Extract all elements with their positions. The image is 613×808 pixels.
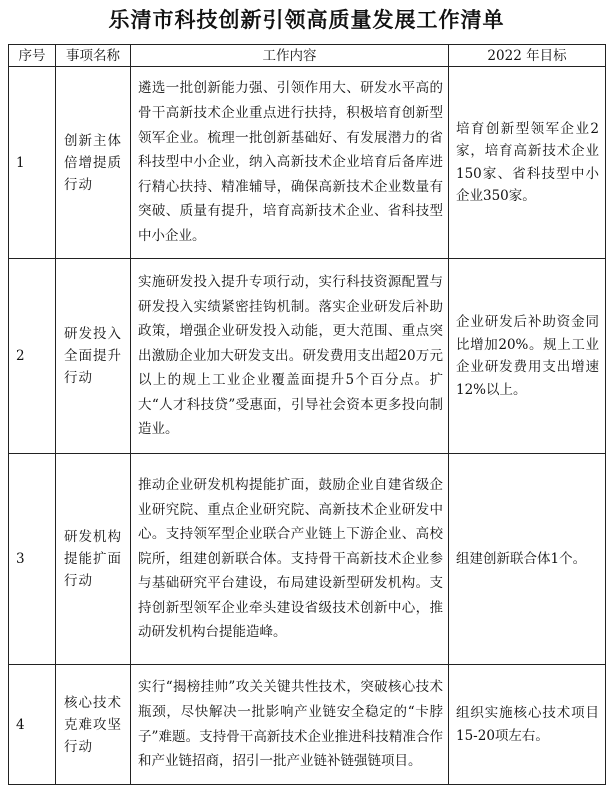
table-header-row: [9, 45, 606, 67]
header-index: 序号: [9, 45, 56, 67]
row-work-content: 实行“揭榜挂帅”攻关关键共性技术，突破核心技术瓶颈，尽快解决一批影响产业链安全稳定的“卡脖子”难题。支持骨干高新技术企业推进科技精准合作和产业链招商，招引一批产业链补链强链项目。: [131, 665, 449, 785]
row-index: 2: [9, 259, 56, 454]
row-index: 1: [9, 67, 56, 259]
row-work-content: 遴选一批创新能力强、引领作用大、研发水平高的骨干高新技术企业重点进行扶持，积极培育创新型领军企业。梳理一批创新基础好、有发展潜力的省科技型中小企业，纳入高新技术企业培育后备库进行精心扶持、精准辅导，确保高新技术企业数量有突破、质量有提升，培育高新技术企业、省科技型中小企业。: [131, 67, 449, 259]
header-work-content: 工作内容: [131, 45, 449, 67]
table-row: [9, 67, 606, 259]
table-row: [9, 665, 606, 785]
row-target: 组建创新联合体1个。: [449, 454, 606, 665]
row-item-name: 研发投入全面提升行动: [56, 259, 131, 454]
row-work-content: 实施研发投入提升专项行动，实行科技资源配置与研发投入实绩紧密挂钩机制。落实企业研发后补助政策，增强企业研发投入动能，更大范围、重点突出激励企业加大研发支出。研发费用支出超20万元以上的规上工业企业覆盖面提升5个百分点。扩大“人才科技贷”受惠面，引导社会资本更多投向制造业。: [131, 259, 449, 454]
row-target: 企业研发后补助资金同比增加20%。规上工业企业研发费用支出增速12%以上。: [449, 259, 606, 454]
row-target: 培育创新型领军企业2家，培育高新技术企业150家、省科技型中小企业350家。: [449, 67, 606, 259]
header-target: 2022 年目标: [449, 45, 606, 67]
row-index: 4: [9, 665, 56, 785]
row-index: 3: [9, 454, 56, 665]
header-item-name: 事项名称: [56, 45, 131, 67]
row-work-content: 推动企业研发机构提能扩面，鼓励企业自建省级企业研究院、重点企业研究院、高新技术企业研发中心。支持领军型企业联合产业链上下游企业、高校院所，组建创新联合体。支持骨干高新技术企业参与基础研究平台建设，布局建设新型研发机构。支持创新型领军企业牵头建设省级技术创新中心，推动研发机构台提能造峰。: [131, 454, 449, 665]
table-row: [9, 259, 606, 454]
row-item-name: 核心技术克难攻坚行动: [56, 665, 131, 785]
row-target: 组织实施核心技术项目15-20项左右。: [449, 665, 606, 785]
document-title: 乐清市科技创新引领高质量发展工作清单: [108, 7, 505, 32]
row-item-name: 创新主体倍增提质行动: [56, 67, 131, 259]
table-row: [9, 454, 606, 665]
row-item-name: 研发机构提能扩面行动: [56, 454, 131, 665]
work-list-table: [8, 44, 606, 785]
